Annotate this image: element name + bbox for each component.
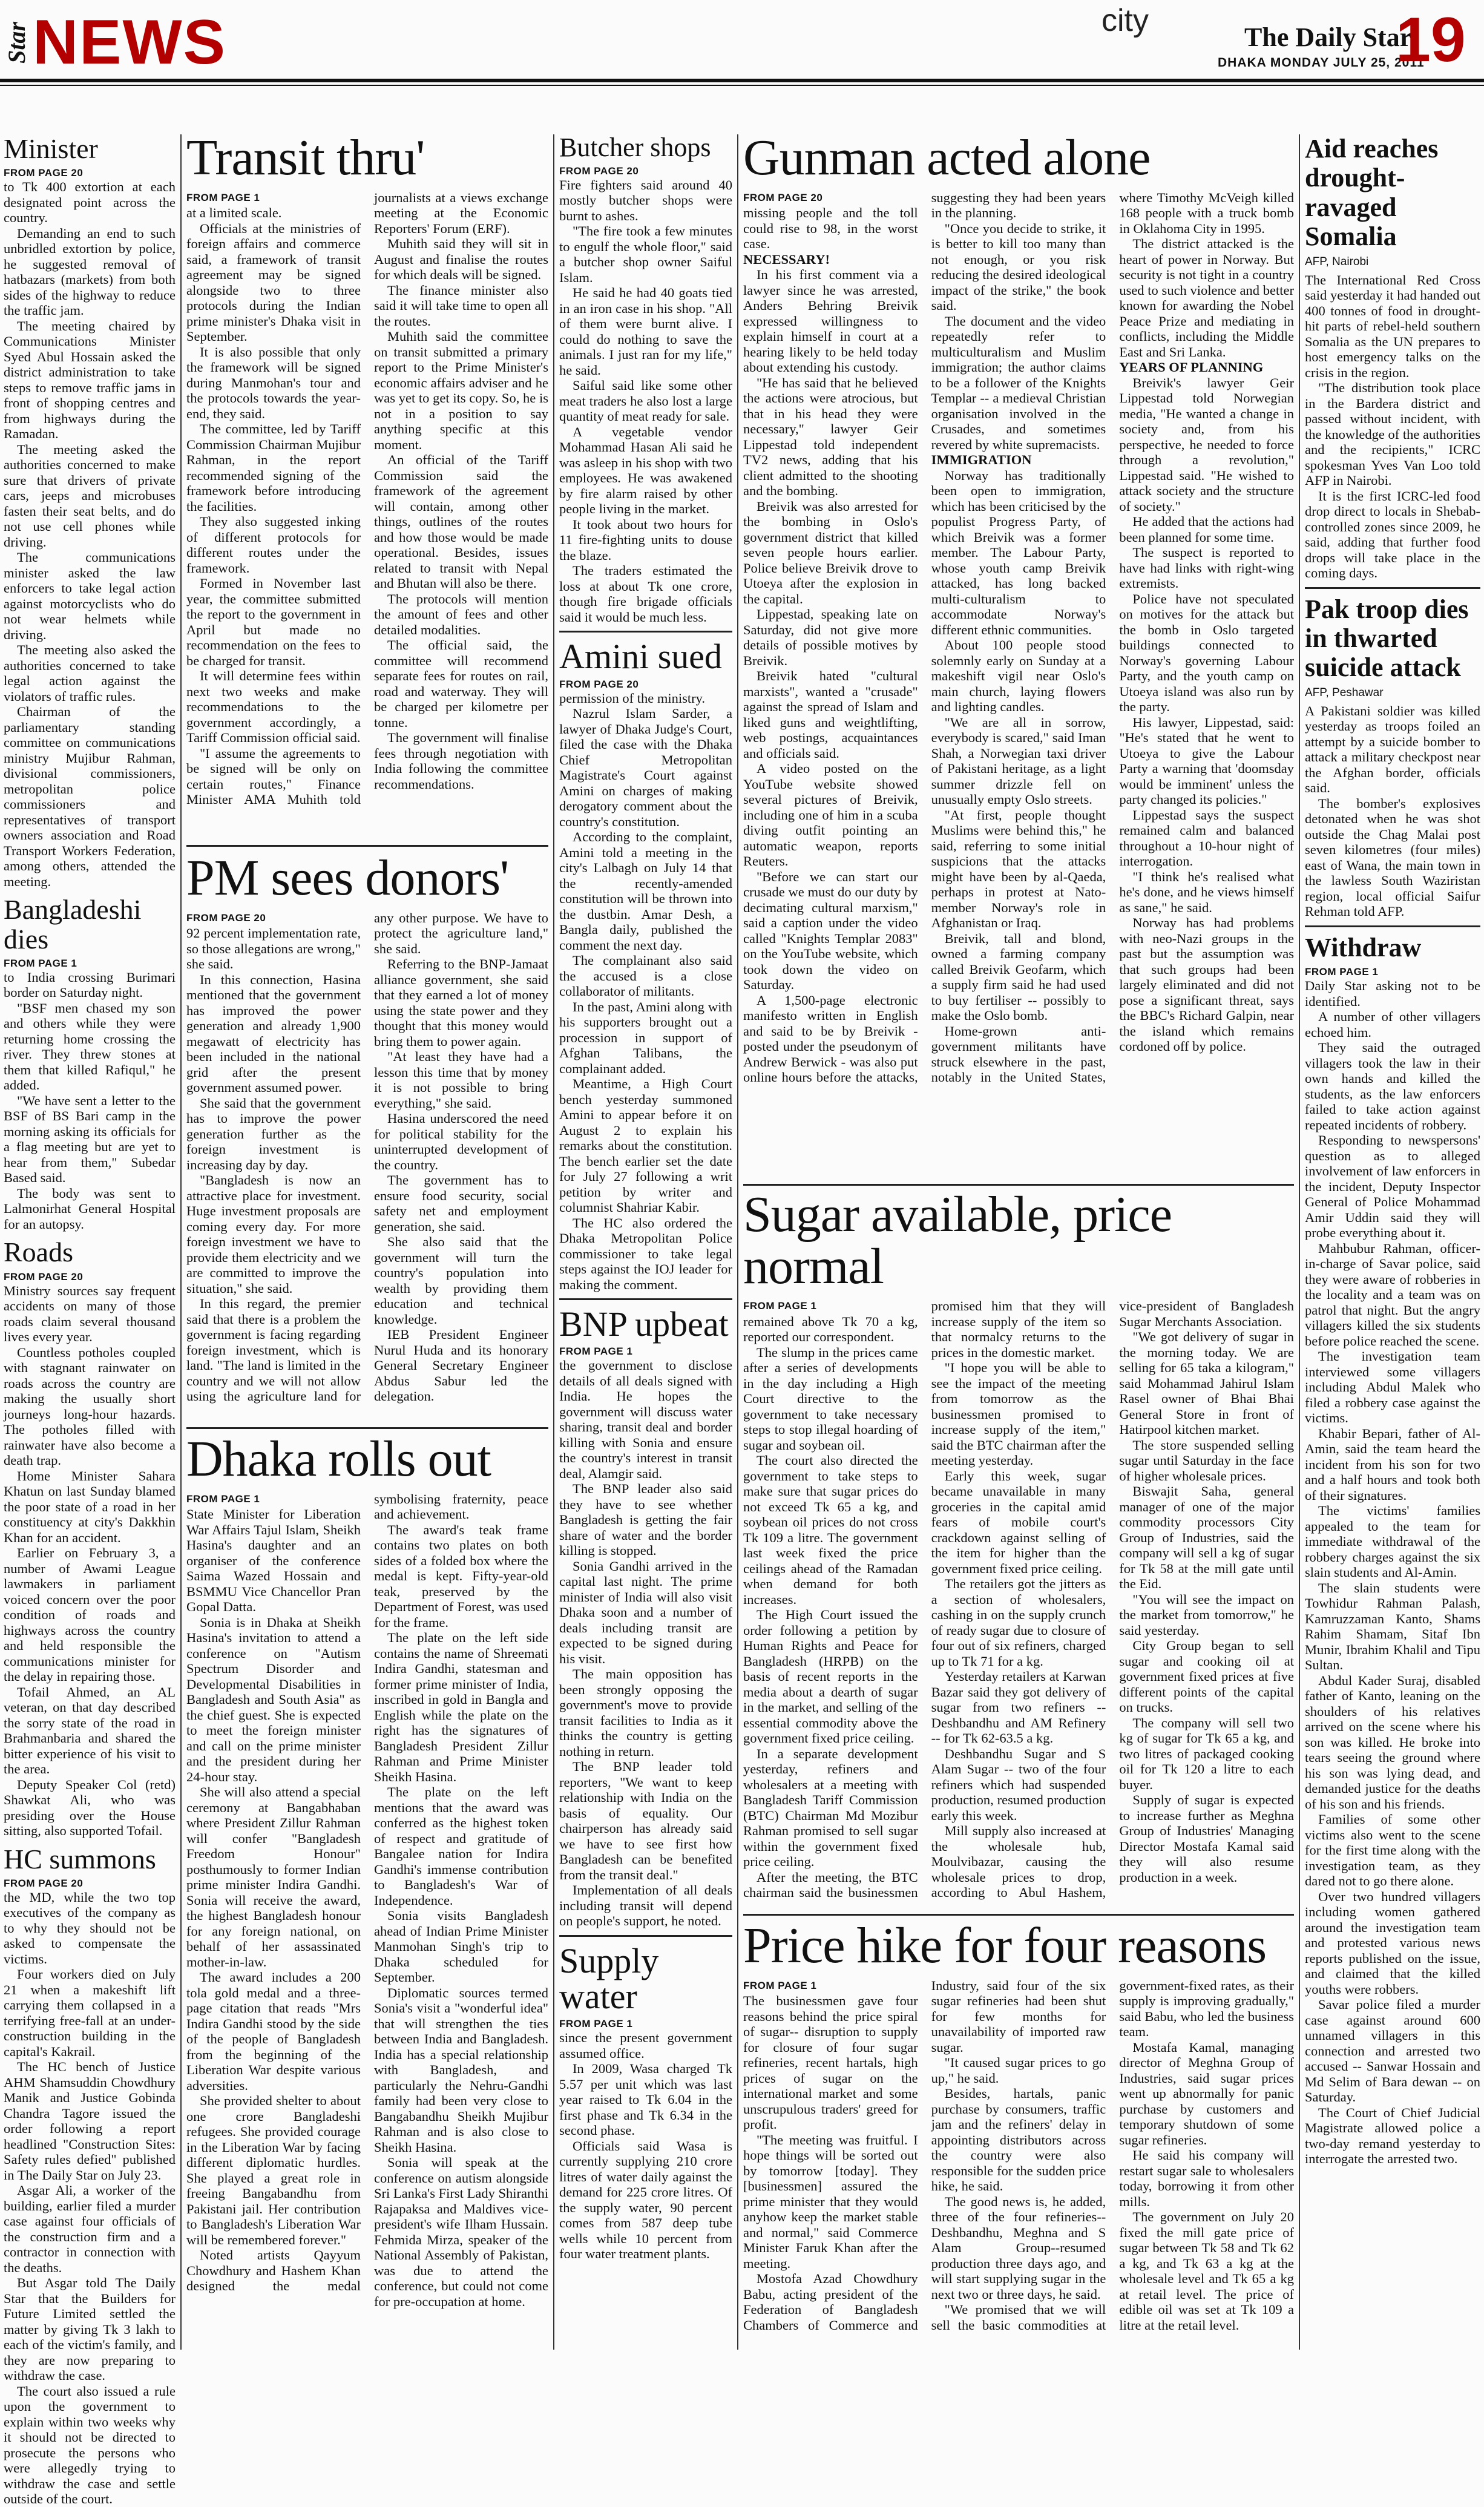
paragraph: Over two hundred villagers including women gathered around the investigation team and protested various news reports published on the issue, and claimed that the killed youths were robbers. — [1305, 1888, 1480, 1997]
paragraph: The document and the video repeatedly refer to multiculturalism and Muslim immigration; the author claims to be a follower of the Knights Templar -- a medieval Christian organisation involved in the Crusades, and sometimes revered by white supremacists. — [931, 313, 1106, 452]
article-headline: Aid reaches drought-ravaged Somalia — [1305, 134, 1439, 252]
paragraph: She will also attend a special ceremony at Bangabhaban where President Zillur Rahman will confer "Bangladesh Freedom Honour" posthumously to former Indian prime minister Indira Gandhi. Sonia will receive the award, the highest Bangladesh honour for any foreign national, on behalf of her assassinated mother-in-law. — [186, 1784, 361, 1970]
article-headline: Transit thru' — [186, 130, 425, 186]
article-body — [743, 190, 1294, 1171]
jump-line: FROM PAGE 20 — [559, 678, 639, 690]
paragraph: Home-grown anti-government militants have struck elsewhere in the past, notably in the United States, where Timothy McVeigh killed 168 people with a truck bomb in Oklahoma City in 1995. — [931, 189, 1294, 1085]
paragraph: "Once you decide to strike, it is better to kill too many than not enough, or you risk reducing the desired ideological impact of the strike," the book said. — [931, 220, 1106, 314]
article-body — [186, 910, 548, 1413]
article-body — [743, 1298, 1294, 1952]
article-pm — [186, 852, 548, 1421]
paragraph: The investigation team interviewed some villagers including Abdul Malek who filed a robbery case against the victims. — [1305, 1349, 1480, 1426]
paragraph: Earlier on February 3, a number of Awami League lawmakers in parliament voiced concern over the poor condition of roads and highways across the country and held responsible the communications minister for the delay in repairing those. — [4, 1545, 176, 1684]
dateline: DHAKA MONDAY JULY 25, 2011 — [1218, 56, 1425, 70]
article-headline: Gunman acted alone — [743, 130, 1151, 186]
paragraph: Nazrul Islam Sarder, a lawyer of Dhaka Judge's Court, filed the case with the Dhaka Chief Metropolitan Magistrate's Court against Amini on charges of making derogatory comment about the country's constitution. — [559, 706, 732, 829]
paragraph: "We got delivery of sugar in the morning today. We are selling for 65 taka a kilogram," said Mohammad Jahirul Islam Rasel owner of Bhai Bhai General Store in front of Hatirpool kitchen market. — [1119, 1329, 1294, 1438]
section-divider — [186, 845, 548, 847]
paragraph: Sonia is in Dhaka at Sheikh Hasina's invitation to attend a conference on "Autism Spectrum Disorder and Developmental Disabilities in Bangladesh and South Asia" as the chief guest. She is expected to meet the foreign minister and call on the prime minister and the president during her 24-hour stay. — [186, 1614, 361, 1784]
paragraph: Home Minister Sahara Khatun on last Sunday blamed the poor state of a road in her constituency at city's Dakkhin Khan for an accident. — [4, 1468, 176, 1545]
paragraph: In 2009, Wasa charged Tk 5.57 per unit which was last year raised to Tk 6.04 in the first phase and Tk 6.34 in the second phase. — [559, 2061, 732, 2138]
paragraph: A Pakistani soldier was killed yesterday as troops foiled an attempt by a suicide bomber to attack a military checkpost near the Afghan border, officials said. — [1305, 703, 1480, 796]
left-column — [4, 133, 176, 2507]
subheading: NECESSARY! — [743, 251, 830, 267]
paragraph: Sonia will speak at the conference on autism alongside Sri Lanka's First Lady Shiranthi Rajapaksa and Maldives vice-president's wife Ilham Hussain. Fehmida Mirza, speaker of the National Assembly of Pakistan, was due to attend the conference, but could not come for pre-occupation at home. — [374, 2155, 548, 2309]
article-body — [559, 1358, 732, 1929]
paragraph: The businessmen gave four reasons behind the price spiral of sugar-- disruption to supply for closure of four sugar refineries, recent hartals, high prices of sugar on the international market and some unscrupulous traders' greed for profit. — [743, 1993, 918, 2132]
masthead-rule — [0, 79, 1484, 82]
paragraph: A 1,500-page electronic manifesto written in English and said to be by Breivik - posted under the pseudonym of Andrew Berwick - was also put online hours before the attacks, suggesting they had been years in the planning. — [743, 189, 1106, 1085]
paragraph: Lippestad, speaking late on Saturday, did not give more details of possible motives by Breivik. — [743, 606, 918, 668]
paragraph: It is the first ICRC-led food drop direct to locals in Shebab-controlled zones since 2009, he said, adding that further food drops will take place in the coming days. — [1305, 488, 1480, 581]
article-paragraphs — [186, 190, 548, 807]
paragraph: In his first comment via a lawyer since he was arrested, Anders Behring Breivik expressed willingness to explain himself in court at a hearing likely to be held today about extending his custody. — [743, 267, 918, 375]
paragraph: Demanding an end to such unbridled extortion by police, he suggested removal of hatbazars (markets) from both sides of the highway to reduce the traffic jam. — [4, 225, 176, 318]
jump-line: FROM PAGE 1 — [743, 1300, 817, 1312]
paragraph: The High Court issued the order following a petition by Human Rights and Peace for Bangladesh (HRPB) on the basis of recent reports in the media about a dearth of sugar in the market, and selling of the essential commodity above the government fixed price ceiling. — [743, 1607, 918, 1746]
article-headline: Dhaka rolls out — [186, 1431, 491, 1487]
paragraph: Tofail Ahmed, an AL veteran, on that day described the sorry state of the road in Brahmanbaria and shared the bitter experience of his visit to the area. — [4, 1684, 176, 1777]
article-body — [4, 1283, 176, 1839]
jump-line: FROM PAGE 1 — [186, 1493, 260, 1505]
paragraph: The committee, led by Tariff Commission Chairman Mujibur Rahman, in the report recommended signing of the framework before introducing the facilities. — [186, 421, 361, 514]
paragraph: to India crossing Burimari border on Saturday night. — [4, 969, 176, 1000]
paragraph: The protocols will mention the amount of fees and other detailed modalities. — [374, 591, 548, 637]
short-stories-column — [559, 134, 732, 2350]
paragraph: Four workers died on July 21 when a makeshift lift carrying them collapsed in a terrifying free-fall at an under-construction building in the capital's Kakrail. — [4, 1966, 176, 2059]
paragraph: An official of the Tariff Commission said the framework of the agreement will contain, among other things, outlines of the routes and how those would be made operational. Besides, issues related to transit with Nepal and Bhutan will also be there. — [374, 452, 548, 591]
paragraph: Norway has had problems with neo-Nazi groups in the past but the assumption was that such groups had been largely eliminated and did not pose a significant threat, says the BBC's Richard Galpin, near the island which remains cordoned off by police. — [1119, 915, 1294, 1054]
article-body — [4, 1890, 176, 2507]
paragraph: Muhith said they will sit in August and finalise the routes for which deals will be signed. — [374, 236, 548, 283]
section-divider — [743, 1914, 1294, 1916]
paragraph: Saiful said like some other meat traders he also lost a large quantity of meat ready for sale. — [559, 378, 732, 424]
paragraph: The main opposition has been strongly opposing the government's move to provide transit facilities to India as it thinks the country is getting nothing in return. — [559, 1666, 732, 1759]
paragraph: Sonia visits Bangladesh ahead of Indian Prime Minister Manmohan Singh's trip to Dhaka scheduled for September. — [374, 1908, 548, 1985]
paragraph: State Minister for Liberation War Affairs Tajul Islam, Sheikh Hasina's daughter and an organiser of the conference Saima Wazed Hossain and BSMMU Vice Chancellor Pran Gopal Datta. — [186, 1506, 361, 1615]
paragraph: Yesterday retailers at Karwan Bazar said they got delivery of sugar from two refiners --Deshbandhu and AM Refinery -- for Tk 62-63.5 a kg. — [931, 1669, 1106, 1746]
paragraph: The HC also ordered the Dhaka Metropolitan Police commissioner to take legal steps against the IOJ leader for making the comment. — [559, 1215, 732, 1292]
paragraph: "We have sent a letter to the BSF of BS Bari camp in the morning asking its officials for a flag meeting but are yet to hear from them," Subedar Based said. — [4, 1092, 176, 1186]
article-headline: HC summons — [4, 1843, 156, 1874]
paragraph: The government on July 20 fixed the mill gate price of sugar between Tk 58 and Tk 62 a kg, and Tk 63 a kg at the wholesale level and Tk 65 a kg at retail level. The price of edible oil was set at Tk 109 a litre at the retail level. — [1119, 2209, 1294, 2333]
paragraph: The finance minister also said it will take time to open all the routes. — [374, 282, 548, 329]
article-transit — [186, 132, 548, 840]
paragraph: Formed in November last year, the committee submitted the report to the government in April but made no recommendation on the fees to be charged for transit. — [186, 576, 361, 668]
paragraph: Deshbandhu Sugar and S Alam Sugar -- two of the four refiners which had suspended production, resumed production early this week. — [931, 1746, 1106, 1823]
paragraph: Asgar Ali, a worker of the building, earlier filed a murder case against four officials of the construction firm and a contractor in connection with the deaths. — [4, 2183, 176, 2275]
paragraph: The communications minister asked the law enforcers to take legal action against motorcyclists who do not wear helmets while driving. — [4, 550, 176, 642]
paragraph: 92 percent implementation rate, so those allegations are wrong," she said. — [186, 925, 361, 972]
paragraph: Chairman of the parliamentary standing committee on communications ministry Mujibur Rahman, divisional commissioners, metropolitan police commissioners and representatives of transport owners association and Road Transport Workers Federation, among others, attended the meeting. — [4, 704, 176, 889]
paragraph: The retailers got the jitters as a section of wholesalers, cashing in on the supply crunch of ready sugar due to closure of four out of six refiners, charged up to Tk 71 for a kg. — [931, 1576, 1106, 1669]
paragraph: Breivik hated "cultural marxists", wanted a "crusade" against the spread of Islam and liked guns and weightlifting, web postings, acquaintances and officials said. — [743, 668, 918, 761]
article-headline: Bangladeshi dies — [4, 894, 142, 954]
column-rule — [180, 134, 182, 2350]
paragraph: The Court of Chief Judicial Magistrate allowed police a two-day remand yesterday to interrogate the arrested two. — [1305, 2104, 1480, 2167]
paragraph: "We are all in sorrow, everybody is scared," said Iman Shah, a Norwegian taxi driver of Pakistani heritage, as a light summer drizzle fell on unusually empty Oslo streets. — [931, 714, 1106, 807]
paragraph: Deputy Speaker Col (retd) Shawkat Ali, who was presiding over the House sitting, also supported Tofail. — [4, 1776, 176, 1839]
article-headline: Roads — [4, 1237, 73, 1268]
paragraph: Noted artists Qayyum Chowdhury and Hashem Khan designed the medal symbolising fraternity, peace and achievement. — [186, 1491, 548, 2294]
paragraph: "The fire took a few minutes to engulf the whole floor," said a butcher shop owner Saiful Islam. — [559, 223, 732, 285]
paragraph: The government has to ensure food security, social safety net and employment generation, she said. — [374, 1172, 548, 1234]
article-headline: Price hike for four reasons — [743, 1917, 1267, 1974]
right-column — [1305, 134, 1480, 2350]
paragraph: The meeting also asked the authorities concerned to take legal action against the violators of traffic rules. — [4, 642, 176, 704]
paragraph: missing people and the toll could rise to 98, in the worst case. — [743, 205, 918, 252]
paragraph: permission of the ministry. — [559, 690, 706, 706]
masthead-rule-thin — [0, 85, 1484, 86]
article-paragraphs — [186, 1491, 548, 2310]
paragraph: City Group began to sell sugar and cooking oil at government fixed prices at five different points of the capital on trucks. — [1119, 1638, 1294, 1715]
column-rule — [737, 134, 738, 2350]
paragraph: remained above Tk 70 a kg, reported our correspondent. — [743, 1313, 918, 1345]
paragraph: The plate on the left mentions that the award was conferred as the highest token of respect and gratitude of Bangalee nation for Indira Gandhi's immense contribution to Bangladesh's War of Independence. — [374, 1784, 548, 1908]
paragraph: The traders estimated the loss at about Tk one crore, though fire brigade officials said it would be much less. — [559, 563, 732, 625]
section-divider — [559, 631, 732, 632]
paragraph: The victims' families appealed to the team for immediate withdrawal of the robbery charges against the six slain students and Al-Amin. — [1305, 1503, 1480, 1580]
paragraph: the MD, while the two top executives of the company as to why they should not be asked to compensate the victims. — [4, 1889, 176, 1966]
subheading: IMMIGRATION — [931, 452, 1032, 468]
paragraph: Supply of sugar is expected to increase further as Meghna Group of Industries' Managing Director Mostafa Kamal said they will also resume production in a week. — [1119, 1792, 1294, 1885]
paragraph: to Tk 400 extortion at each designated point across the country. — [4, 179, 176, 226]
jump-line: FROM PAGE 1 — [4, 957, 77, 969]
column-rule — [1299, 134, 1300, 2350]
paragraph: "BSF men chased my son and others while they were returning home crossing the river. They threw stones at them that killed Rafiqul," he added. — [4, 1000, 176, 1093]
article-headline: Minister — [4, 133, 98, 164]
article-headline: BNP upbeat — [559, 1304, 729, 1344]
article-body — [1305, 272, 1480, 581]
paragraph: The government will finalise fees through negotiation with India following the committee recommendations. — [374, 730, 548, 792]
paragraph: The International Red Cross said yesterday it had handed out 400 tonnes of food in drought-hit parts of rebel-held southern Somalia as the UN prepares to host emergency talks on the crisis in the region. — [1305, 272, 1480, 380]
article-body — [559, 2030, 732, 2262]
section-divider — [559, 1935, 732, 1937]
paragraph: Norway has traditionally been open to immigration, which has been criticised by the populist Progress Party, of which Breivik was a former member. The Labour Party, whose youth camp Breivik attacked, has long backed multi-culturalism to accommodate Norway's different ethnic communities. — [931, 467, 1106, 637]
page-number: 19 — [1396, 5, 1466, 75]
paragraph: The award includes a 200 tola gold medal and a three-page citation that reads "Mrs Indira Gandhi stood by the side of the people of Bangladesh from the beginning of the Liberation War despite various adversities. — [186, 1970, 361, 2093]
article-headline: Amini sued — [559, 637, 723, 677]
paragraph: The company will sell two kg of sugar for Tk 65 a kg, and two litres of packaged cooking oil for Tk 120 a litre to each buyer. — [1119, 1715, 1294, 1792]
paragraph: The BNP leader also said they have to see whether Bangladesh is getting the fair share of water and the border killing is stopped. — [559, 1481, 732, 1559]
paragraph: IEB President Engineer Nurul Huda and its honorary General Secretary Engineer Abdus Sabur led the delegation. — [374, 1327, 548, 1404]
jump-line: FROM PAGE 1 — [743, 1979, 817, 1991]
byline: AFP, Peshawar — [1305, 686, 1384, 699]
paragraph: Biswajit Saha, general manager of one of the major commodity processors City Group of Industries, said the company will sell a kg of sugar for Tk 58 at the mill gate until the Eid. — [1119, 1484, 1294, 1592]
article-headline: PM sees donors' — [186, 850, 509, 906]
paragraph: "I assume the agreements to be signed will be only on certain routes," Finance Minister AMA Muhith told journalists at a views exchange meeting at the Economic Reporters' Forum (ERF). — [186, 189, 548, 807]
paragraph: "At first, people thought Muslims were behind this," he said, referring to some initial suspicions that the attacks might have been by al-Qaeda, perhaps in protest at Nato-member Norway's role in Afghanistan or Iraq. — [931, 807, 1106, 931]
paragraph: Khabir Bepari, father of Al-Amin, said the team heard the incident from his son for two and a half hours and took both of their signatures. — [1305, 1425, 1480, 1503]
newspaper-name: The Daily Star — [1244, 22, 1412, 52]
paragraph: "We promised that we will sell the basic commodities at government-fixed rates, as their supply is improving gradually," said Babu, who led the business team. — [931, 1977, 1294, 2333]
paragraph: "It caused sugar prices to go up," he said. — [931, 2055, 1106, 2086]
article-paragraphs — [186, 910, 548, 1404]
paragraph: Abdul Kader Suraj, disabled father of Kanto, leaning on the shoulders of his relatives arrived on the scene where his son was killed. He broke into tears seeing the ground where his son was lying dead, and demanded justice for the deaths of his son and his friends. — [1305, 1672, 1480, 1812]
paragraph: Mill supply also increased at the wholesale hub, Moulvibazar, causing the wholesale prices to drop, according to Abul Hashem, vice-president of Bangladesh Sugar Merchants Association. — [931, 1298, 1294, 1901]
jump-line: FROM PAGE 20 — [559, 165, 639, 177]
article-paragraphs — [743, 1298, 1294, 1901]
paragraph: They said the outraged villagers took the law in their own hands and killed the students, as the law enforcers failed to take action against repeated incidents of robbery. — [1305, 1040, 1480, 1132]
paragraph: He said he had 40 goats tied in an iron case in his shop. "All of them were burnt alive. I could do nothing to save the animals. I just ran for my life," he said. — [559, 285, 732, 378]
column-rule — [553, 134, 554, 2350]
paragraph: Breivik was also arrested for the bombing in Oslo's government district that killed seven people hours earlier. Police believe Breivik drove to Utoeya after the explosion in the capital. — [743, 498, 918, 606]
paragraph: Countless potholes coupled with stagnant rainwater on roads across the country are making the usually short journeys long-hour hazards. The potholes filled with rainwater have also become a death trap. — [4, 1344, 176, 1468]
article-body — [559, 177, 732, 625]
article-paragraphs — [743, 1978, 1294, 2333]
paragraph: About 100 people stood solemnly early on Sunday at a makeshift vigil near Oslo's main church, laying flowers and lighting candles. — [931, 637, 1106, 715]
section-divider — [1305, 587, 1480, 589]
paragraph: In a separate development yesterday, refiners and wholesalers at a meeting with Bangladesh Tariff Commission (BTC) Chairman Md Mozibur Rahman promised to sell sugar within the government fixed price ceiling. — [743, 1746, 918, 1870]
paragraph: The official said, the committee will recommend separate fees for routes on rail, road and waterway. They will be charged per kilometre per tonne. — [374, 637, 548, 730]
paragraph: The plate on the left side contains the name of Shreemati Indira Gandhi, statesman and former prime minister of India, inscribed in gold in Bangla and English while the plate on the right has the signatures of Bangladesh President Zillur Rahman and Prime Minister Sheikh Hasina. — [374, 1630, 548, 1784]
article-body — [743, 1978, 1294, 2341]
article-headline: Supply water — [559, 1940, 659, 2016]
paragraph: The HC bench of Justice AHM Shamsuddin Chowdhury Manik and Justice Gobinda Chandra Tagore issued the order following a report headlined "Construction Sites: Safety rules defied" published in The Daily Star on July 23. — [4, 2059, 176, 2183]
paragraph: Officials at the ministries of foreign affairs and commerce said, a framework of transit agreement may be signed alongside two to three protocols during the Indian prime minister's Dhaka visit in September. — [186, 220, 361, 344]
paragraph: "I hope you will be able to see the impact of the meeting from tomorrow as the businessmen promised to increase supply of the item," said the BTC chairman after the meeting yesterday. — [931, 1360, 1106, 1468]
paragraph: He said his company will restart sugar sale to wholesalers today, borrowing it from other mills. — [1119, 2147, 1294, 2209]
article-body — [1305, 978, 1480, 2167]
section-divider — [559, 1298, 732, 1300]
paragraph: She said that the government has to improve the power generation further as the foreign investment is increasing day by day. — [186, 1095, 361, 1172]
article-price-hike — [743, 1917, 1294, 2351]
paragraph: The slump in the prices came after a series of developments in the day including a High Court directive to the government to take necessary steps to stop illegal hoarding of sugar and soybean oil. — [743, 1344, 918, 1453]
paragraph: "Bangladesh is now an attractive place for investment. Huge investment proposals are coming every day. For more foreign investment we have to provide them electricity and we are committed to improve the situation," she said. — [186, 1172, 361, 1296]
paragraph: The district attacked is the heart of power in Norway. But security is not tight in a country used to such violence and better known for awarding the Nobel Peace Prize and mediating in conflicts, including the Middle East and Sri Lanka. — [1119, 236, 1294, 360]
jump-line: FROM PAGE 1 — [186, 191, 260, 203]
article-headline: Pak troop dies in thwarted suicide attack — [1305, 594, 1469, 683]
paragraph: Breivik, tall and blond, owned a farming company called Breivik Geofarm, which a supply firm said he had used to buy fertiliser -- possibly to make the Oslo bomb. — [931, 930, 1106, 1024]
paragraph: Meantime, a High Court bench yesterday summoned Amini to appear before it on August 2 to explain his remarks about the constitution. The bench earlier set the date for July 27 following a writ petition by writer and columnist Shahriar Kabir. — [559, 1076, 732, 1215]
paragraph: In this connection, Hasina mentioned that the government has improved the power generation and already 1,900 megawatt of electricity has been included in the national grid after the present government assumed power. — [186, 971, 361, 1096]
article-gunman — [743, 132, 1294, 1179]
paragraph: The body was sent to Lalmonirhat General Hospital for an autopsy. — [4, 1185, 176, 1232]
article-sugar — [743, 1186, 1294, 1909]
paragraph: "He has said that he believed the actions were atrocious, but that in his head they were necessary," lawyer Geir Lippestad told independent TV2 news, adding that his client admitted to the shooting and the bombing. — [743, 375, 918, 499]
paragraph: Savar police filed a murder case against around 600 unnamed villagers in this connection and arrested two accused -- Sanwar Hossain and Md Selim of Bara dewan -- on Saturday. — [1305, 1997, 1480, 2105]
paragraph: According to the complaint, Amini told a meeting in the city's Lalbagh on July 14 that the recently-amended constitution will be thrown into the dustbin. Amar Desh, a Bangla daily, published the comment the next day. — [559, 829, 732, 953]
paragraph: Diplomatic sources termed Sonia's visit a "wonderful idea" that will strengthen the ties between India and Bangladesh. India has a special relationship with Bangladesh, and particularly the Nehru-Gandhi family had been very close to Bangabandhu Sheikh Mujibur Rahman and is also close to Sheikh Hasina. — [374, 1985, 548, 2155]
section-subtitle: city — [1102, 3, 1149, 38]
paragraph: The complainant also said the accused is a close collaborator of militants. — [559, 953, 732, 999]
paragraph: A number of other villagers echoed him. — [1305, 1009, 1480, 1040]
paragraph: Breivik's lawyer Geir Lippestad told Norwegian media, "He wanted a change in society and, from his perspective, he needed to force through a revolution," Lippestad said. "He wished to attack society and the structure of society." — [1119, 375, 1294, 514]
paragraph: "The meeting was fruitful. I hope things will be sorted out by tomorrow [today]. They [businessmen] assured the prime minister that they would anyhow keep the market stable and normal," said Commerce Minister Faruk Khan after the meeting. — [743, 2132, 918, 2271]
paragraph: Ministry sources say frequent accidents on many of those roads claim several thousand lives every year. — [4, 1283, 176, 1345]
paragraph: It will determine fees within next two weeks and make recommendations to the government accordingly, a Tariff Commission official said. — [186, 668, 361, 746]
paragraph: The award's teak frame contains two plates on both sides of a folded box where the medal is kept. Fifty-year-old teak, preserved by the Department of Forest, was used for the frame. — [374, 1522, 548, 1630]
paragraph: The BNP leader told reporters, "We want to keep relationship with India on the basis of equality. Our chairperson has already said we have to see first how Bangladesh can be benefited from the transit deal." — [559, 1759, 732, 1882]
section-divider — [743, 1184, 1294, 1186]
article-body — [559, 691, 732, 1293]
paragraph: Referring to the BNP-Jamaat alliance government, she said that they earned a lot of money using the state power and they thought that this money would bring them to power again. — [374, 956, 548, 1049]
paragraph: Police have not speculated on motives for the attack but the bomb in Oslo targeted buildings connected to Norway's governing Labour Party, and the youth camp on Utoeya island was also run by the party. — [1119, 591, 1294, 715]
paragraph: It is also possible that only the framework will be signed during Manmohan's tour and the protocols towards the year-end, they said. — [186, 344, 361, 421]
paragraph: She provided shelter to about one crore Bangladeshi refugees. She provided courage in the Liberation War by facing different diplomatic hurdles. She played a great role in freeing Bangabandhu from Pakistani jail. Her contribution to Bangladesh's Liberation War will be remembered forever." — [186, 2093, 361, 2247]
subheading: YEARS OF PLANNING — [1119, 360, 1264, 375]
paragraph: The good news is, he added, three of the four refineries--Deshbandhu, Meghna and S Alam Group--resumed production three days ago, and will start supplying sugar in the next two or three days, he said. — [931, 2193, 1106, 2302]
paragraph: Besides, hartals, panic purchase by consumers, traffic jam and the refiners' delay in appointing distributors across the country were also responsible for the sudden price hike, he said. — [931, 2086, 1106, 2194]
article-dhaka — [186, 1433, 548, 2351]
article-headline: Sugar available, price normal — [743, 1186, 1172, 1295]
paragraph: "Before we can start our crusade we must do our duty by decimating cultural marxism," said a caption under the video called "Knights Templar 2083" on the YouTube website, which took down the video on Saturday. — [743, 869, 918, 993]
paragraph: "At least they have had a lesson this time that by money it is not possible to bring everything," she said. — [374, 1049, 548, 1111]
paragraph: Daily Star asking not to be identified. — [1305, 978, 1480, 1009]
article-paragraphs — [743, 190, 1294, 1085]
paragraph: "I think he's realised what he's done, and he views himself as sane," he said. — [1119, 869, 1294, 915]
paragraph: A video posted on the YouTube website showed several pictures of Breivik, including one of him in a scuba diving outfit pointing an automatic weapon, reports Reuters. — [743, 761, 918, 869]
paragraph: the government to disclose details of all deals signed with India. He hopes the government will discuss water sharing, transit deal and border killing with Sonia and ensure the country's interest in transit deal, Alamgir said. — [559, 1358, 732, 1481]
paragraph: In this regard, the premier said that there is a problem the government is facing regarding foreign investment, which is land. "The land is limited in the country and we will not allow using the agriculture land for any other purpose. We have to protect the agriculture land," she said. — [186, 910, 548, 1404]
paragraph: Mostofa Azad Chowdhury Babu, acting president of the Federation of Bangladesh Chambers of Commerce and Industry, said four of the six sugar refineries had been shut for few months for unavailability of imported raw sugar. — [743, 1977, 1106, 2333]
paragraph: Mahbubur Rahman, officer-in-charge of Savar police, said they were aware of robberies in the locality and a team was on patrol that night. But the angry villagers killed the six students before police reached the scene. — [1305, 1240, 1480, 1349]
paragraph: The court also directed the government to take steps to make sure that sugar prices do not exceed Tk 65 a kg, and soybean oil prices do not cross Tk 109 a litre. The government last week fixed the price ceilings ahead of the Ramadan when demand for both increases. — [743, 1453, 918, 1607]
paragraph: His lawyer, Lippestad, said: "He's stated that he went to Utoeya to give the Labour Party a warning that 'doomsday would be imminent' unless the party changed its policies." — [1119, 714, 1294, 807]
paragraph: After the meeting, the BTC chairman said the businessmen promised him that they will increase supply of the item so that normalcy returns to the prices in the domestic market. — [743, 1298, 1106, 1901]
paragraph: Hasina underscored the need for political stability for the uninterrupted development of the country. — [374, 1111, 548, 1172]
article-body — [4, 179, 176, 889]
jump-line: FROM PAGE 20 — [4, 1270, 84, 1283]
paragraph: The suspect is reported to have had links with right-wing extremists. — [1119, 545, 1294, 591]
paragraph: But Asgar told The Daily Star that the Builders for Future Limited settled the matter by giving Tk 3 lakh to each of the victim's family, and they are now preparing to withdraw the case. — [4, 2275, 176, 2384]
jump-line: FROM PAGE 20 — [186, 912, 266, 924]
paragraph: The store suspended selling sugar until Saturday in the face of higher wholesale prices. — [1119, 1437, 1294, 1484]
jump-line: FROM PAGE 1 — [559, 2018, 633, 2029]
paragraph: A vegetable vendor Mohammad Hasan Ali said he was asleep in his shop with two employees. He was awakened by fire alarm raised by other people living in the market. — [559, 424, 732, 517]
section-divider — [1305, 925, 1480, 927]
jump-line: FROM PAGE 1 — [1305, 966, 1379, 978]
paragraph: Mostafa Kamal, managing director of Meghna Group of Industries, said sugar prices went up abnormally for panic purchase by customers and temporary shutdown of some sugar refineries. — [1119, 2039, 1294, 2147]
paragraph: He added that the actions had been planned for some time. — [1119, 514, 1294, 545]
paragraph: "The distribution took place in the Bardera district and passed without incident, with the knowledge of the authorities and the recipients," ICRC spokesman Yves Van Loo told AFP in Nairobi. — [1305, 380, 1480, 488]
paragraph: In the past, Amini along with his supporters brought out a procession in support of Afghan Talibans, the complainant added. — [559, 999, 732, 1076]
paragraph: at a limited scale. — [186, 205, 282, 221]
paragraph: The court also issued a rule upon the government to explain within two weeks why it should not be directed to prosecute the persons who were allegedly trying to withdraw the case and settle outside of the court. — [4, 2383, 176, 2507]
article-headline: Withdraw — [1305, 932, 1422, 962]
paragraph: Muhith said the committee on transit submitted a primary report to the Prime Minister's economic affairs adviser and he was yet to get its copy. So, he is not in a position to say anything specific at this moment. — [374, 329, 548, 452]
paragraph: They also suggested inking of different protocols for different routes under the framework. — [186, 514, 361, 576]
article-body — [4, 970, 176, 1232]
article-body — [1305, 703, 1480, 919]
article-body — [186, 1491, 548, 2339]
paragraph: Officials said Wasa is currently supplying 210 crore litres of water daily against the demand for 225 crore litres. Of the supply water, 90 percent comes from 587 deep tube wells while 10 percent from four water treatment plants. — [559, 2138, 732, 2261]
paragraph: since the present government assumed office. — [559, 2030, 732, 2061]
paragraph: It took about two hours for 11 fire-fighting units to douse the blaze. — [559, 516, 732, 563]
paragraph: The slain students were Towhidur Rahman Palash, Kamruzzaman Kanto, Shams Rahim Shamam, Sitaf Ibn Munir, Ibrahim Khalil and Tipu Sultan. — [1305, 1580, 1480, 1673]
paragraph: Fire fighters said around 40 mostly butcher shops were burnt to ashes. — [559, 177, 732, 223]
paragraph: Lippestad says the suspect remained calm and balanced throughout a 10-hour night of interrogation. — [1119, 807, 1294, 869]
paragraph: The meeting chaired by Communications Minister Syed Abul Hossain asked the district administration to take steps to remove traffic jams in front of shopping centres and from highways during the Ramadan. — [4, 318, 176, 442]
byline: AFP, Nairobi — [1305, 255, 1369, 268]
paragraph: She also said that the government will turn the country's population into wealth by providing them education and technical knowledge. — [374, 1234, 548, 1327]
paragraph: Families of some other victims also went to the scene for the first time along with the investigation team, as they dared not to go there alone. — [1305, 1812, 1480, 1889]
jump-line: FROM PAGE 20 — [4, 1877, 84, 1889]
paragraph: Responding to newspersons' question as to alleged involvement of law enforcers in the incident, Deputy Inspector General of Police Mohammad Amir Uddin said they will probe everything about it. — [1305, 1132, 1480, 1241]
jump-line: FROM PAGE 20 — [743, 191, 823, 203]
section-divider — [186, 1427, 548, 1429]
paragraph: Implementation of all deals including transit will depend on people's support, he noted. — [559, 1882, 732, 1929]
article-body — [186, 190, 548, 832]
paragraph: "You will see the impact on the market from tomorrow," he said yesterday. — [1119, 1591, 1294, 1638]
paragraph: Sonia Gandhi arrived in the capital last night. The prime minister of India will also visit Dhaka soon and a number of deals including transit are expected to be signed during his visit. — [559, 1558, 732, 1666]
star-logo-mark: Star — [3, 21, 30, 64]
article-headline: Butcher shops — [559, 133, 711, 162]
masthead — [0, 0, 1484, 91]
paragraph: Early this week, sugar became unavailable in many groceries in the capital amid fears of mobile court's crackdown against selling of the item for higher than the government fixed price ceiling. — [931, 1468, 1106, 1576]
paragraph: The meeting asked the authorities concerned to make sure that drivers of private cars, jeeps and microbuses fasten their seat belts, and do not use cell phones while driving. — [4, 441, 176, 550]
paragraph: The bomber's explosives detonated when he was shot outside the Chag Malai post seven kilometres (four miles) east of Wana, the main town in the lawless South Waziristan region, local official Saifur Rehman told AFP. — [1305, 795, 1480, 919]
jump-line: FROM PAGE 20 — [4, 167, 84, 179]
section-title: NEWS — [33, 7, 226, 77]
jump-line: FROM PAGE 1 — [559, 1346, 633, 1358]
section-logo — [3, 7, 226, 77]
